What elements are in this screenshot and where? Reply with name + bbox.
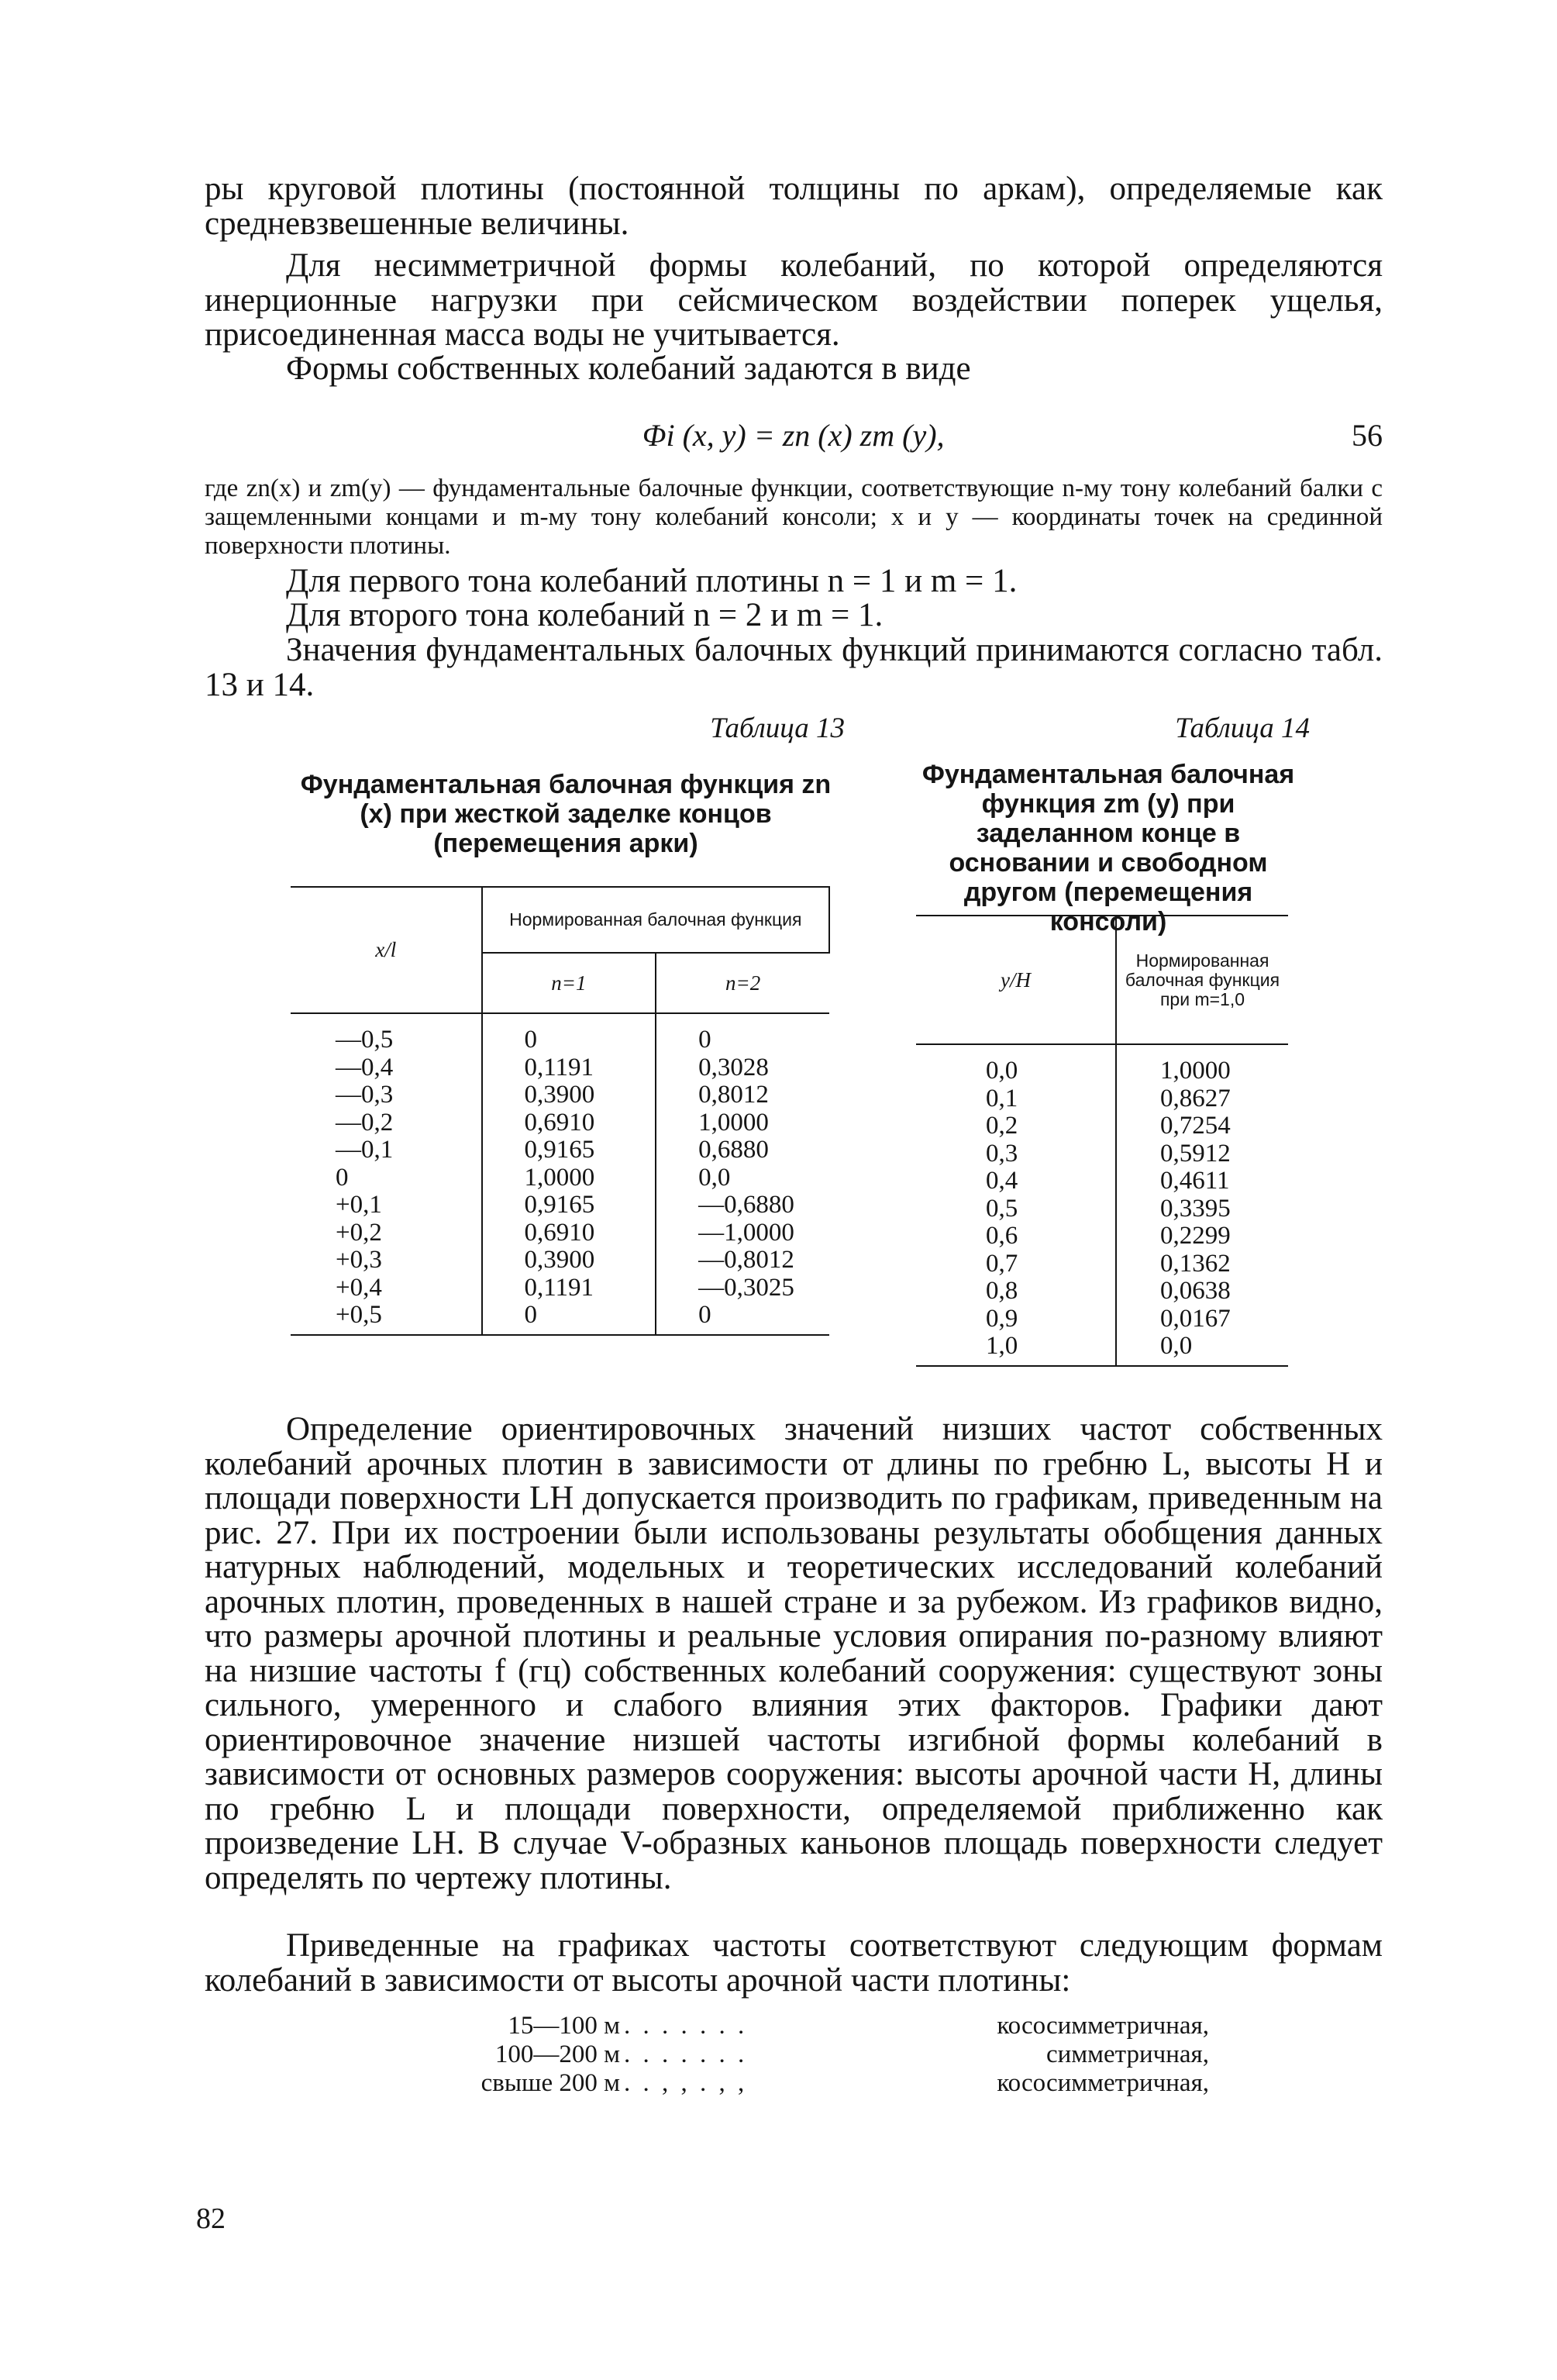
table14-cell: 1,0 — [986, 1332, 1018, 1360]
paragraph-second-tone: Для второго тона колебаний n = 2 и m = 1. — [286, 597, 884, 633]
paragraph-values-reference: Значения фундаментальных балочных функций принимаются согласно табл. 13 и 14. — [205, 632, 1383, 703]
table14-cell: 0,3 — [986, 1139, 1018, 1168]
table14-cell: 0,8627 — [1160, 1084, 1231, 1112]
table13-column-x — [291, 1013, 482, 1335]
table14-header-y: y/H — [916, 916, 1116, 1044]
table13-header-group: Нормированная балочная функция — [482, 887, 829, 953]
formula-expression: Φi (x, y) = zn (x) zm (y), — [642, 418, 945, 453]
table14-cell: 0,3395 — [1160, 1194, 1231, 1223]
paragraph-asymmetric-form: Для несимметричной формы колебаний, по которой определяются инерционные нагрузки при сейсмическом воздействии поперек ущелья, присоединенная масса воды не учитывается. — [205, 247, 1383, 353]
forms-list-item — [388, 2069, 1209, 2098]
table14-cell: 0,0638 — [1160, 1277, 1231, 1305]
table13-cell: —0,4 — [336, 1053, 394, 1081]
table13-cell: 0,6910 — [524, 1108, 595, 1137]
table13-cell: +0,3 — [336, 1246, 382, 1274]
table14-cell: 0,8 — [986, 1277, 1018, 1305]
table14-cell: 0,5912 — [1160, 1139, 1231, 1168]
formula-note: где zn(x) и zm(y) — фундаментальные балочные функции, соответствующие n-му тону колебаний балки с защемленными концами и m-му тону колебаний консоли; x и y — координаты точек на срединной поверхности плотины. — [205, 474, 1383, 560]
table14-number: Таблица 14 — [1175, 712, 1310, 744]
table13-cell: —0,3025 — [698, 1273, 794, 1302]
table14-cell: 0,1362 — [1160, 1249, 1231, 1278]
table14-cell: 0,7254 — [1160, 1112, 1231, 1140]
table14-cell: 0,2 — [986, 1112, 1018, 1140]
table13-cell: —0,8012 — [698, 1246, 794, 1274]
forms-list — [388, 2012, 1209, 2098]
table13-cell: 0,1191 — [524, 1053, 594, 1081]
table14-cell: 0,0 — [1160, 1332, 1193, 1360]
forms-list-item — [388, 2012, 1209, 2040]
table14-cell: 0,6 — [986, 1222, 1018, 1250]
table14-cell: 0,4611 — [1160, 1167, 1230, 1195]
forms-range: свыше 200 м — [481, 2069, 620, 2097]
table13-cell: —0,3 — [336, 1081, 394, 1109]
table14-cell: 0,0 — [986, 1057, 1018, 1085]
table13-cell: 0 — [524, 1301, 538, 1329]
table13-cell: 0 — [336, 1163, 349, 1192]
paragraph-forms-intro: Формы собственных колебаний задаются в виде — [286, 350, 971, 387]
table13-cell: 0,0 — [698, 1163, 731, 1192]
table13-cell: +0,4 — [336, 1273, 382, 1302]
table13-cell: 0,1191 — [524, 1273, 594, 1302]
table14-cell: 0,9 — [986, 1304, 1018, 1333]
page-number: 82 — [196, 2202, 226, 2235]
table14-column-z — [1116, 1044, 1288, 1366]
paragraph-continuation: ры круговой плотины (постоянной толщины по аркам), определяемые как средневзвешенные величины. — [205, 171, 1383, 242]
table13-header-n2: n=2 — [656, 953, 829, 1013]
table13-cell: 1,0000 — [524, 1163, 595, 1192]
table13-cell: 0,9165 — [524, 1191, 595, 1219]
formula-number: 56 — [1352, 418, 1383, 453]
table13-number: Таблица 13 — [710, 712, 845, 744]
table13-cell: 0,3028 — [698, 1053, 769, 1081]
forms-kind: кососимметричная, — [997, 2012, 1209, 2040]
table13-cell: —0,5 — [336, 1026, 394, 1054]
table13-cell: +0,1 — [336, 1191, 382, 1219]
table13-cell: —0,1 — [336, 1136, 394, 1164]
forms-kind: симметричная, — [1045, 2040, 1209, 2068]
table13-cell: —1,0000 — [698, 1218, 794, 1247]
table13-cell: 0 — [698, 1301, 711, 1329]
table13-header-x: x/l — [291, 887, 482, 1013]
forms-leader: . . . . . . . — [624, 2012, 748, 2040]
table13 — [291, 886, 830, 1336]
table13-cell: 0,6910 — [524, 1218, 595, 1247]
table14-cell: 0,2299 — [1160, 1222, 1231, 1250]
table13-cell: 0,9165 — [524, 1136, 595, 1164]
table13-column-n1 — [482, 1013, 656, 1335]
table14-cell: 0,4 — [986, 1167, 1018, 1195]
table14-cell: 0,7 — [986, 1249, 1018, 1278]
table13-cell: —0,2 — [336, 1108, 394, 1137]
table14-title: Фундаментальная балочная функция zm (y) при заделанном конце в основании и свободном другом (перемещения консоли) — [921, 760, 1295, 936]
table13-title: Фундаментальная балочная функция zn (x) при жесткой заделке концов (перемещения арки) — [300, 770, 832, 858]
forms-leader: . . . . . . . — [624, 2040, 748, 2068]
table13-cell: 0,3900 — [524, 1246, 595, 1274]
table13-cell: 0 — [524, 1026, 538, 1054]
table13-header-n1: n=1 — [482, 953, 656, 1013]
forms-kind: кососимметричная, — [997, 2069, 1209, 2097]
table14-header-z: Нормированная балочная функция при m=1,0 — [1116, 916, 1288, 1044]
paragraph-frequency-estimation: Определение ориентировочных значений низших частот собственных колебаний арочных плотин в зависимости от длины по гребню L, высоты H и площади поверхности LH допускается производить по графикам, приведенным на рис. 27. При их построении были использованы результаты обобщения данных натурных наблюдений, модельных и теоретических исследований колебаний арочных плотин, проведенных в нашей стране и за рубежом. Из графиков видно, что размеры арочной плотины и реальные условия опирания по-разному влияют на низшие частоты f (гц) собственных колебаний сооружения: существуют зоны сильного, умеренного и слабого влияния этих факторов. Графики дают ориентировочное значение низшей частоты изгибной формы колебаний в зависимости от основных размеров сооружения: высоты арочной части H, длины по гребню L и площади поверхности, определяемой приближенно как произведение LH. В случае V-образных каньонов площадь поверхности следует определять по чертежу плотины. — [205, 1411, 1383, 1896]
table14-cell: 0,1 — [986, 1084, 1018, 1112]
table13-cell: 0,6880 — [698, 1136, 769, 1164]
forms-list-item — [388, 2040, 1209, 2069]
table13-cell: +0,2 — [336, 1218, 382, 1247]
table13-cell: —0,6880 — [698, 1191, 794, 1219]
forms-range: 15—100 м — [508, 2012, 620, 2040]
table14 — [916, 915, 1288, 1367]
table14-cell: 0,0167 — [1160, 1304, 1231, 1333]
paragraph-first-tone: Для первого тона колебаний плотины n = 1 и m = 1. — [286, 563, 1018, 599]
table13-cell: 0,8012 — [698, 1081, 769, 1109]
table13-cell: 0 — [698, 1026, 711, 1054]
table13-cell: 1,0000 — [698, 1108, 769, 1137]
table13-column-n2 — [656, 1013, 829, 1335]
table14-cell: 0,5 — [986, 1194, 1018, 1223]
formula-56 — [205, 412, 1383, 451]
table13-cell: +0,5 — [336, 1301, 382, 1329]
forms-leader: . . , , . , , — [624, 2069, 748, 2097]
table14-cell: 1,0000 — [1160, 1057, 1231, 1085]
paragraph-frequency-forms: Приведенные на графиках частоты соответствуют следующим формам колебаний в зависимости от высоты арочной части плотины: — [205, 1927, 1383, 1999]
table13-cell: 0,3900 — [524, 1081, 595, 1109]
table14-column-y — [916, 1044, 1116, 1366]
forms-range: 100—200 м — [494, 2040, 620, 2068]
